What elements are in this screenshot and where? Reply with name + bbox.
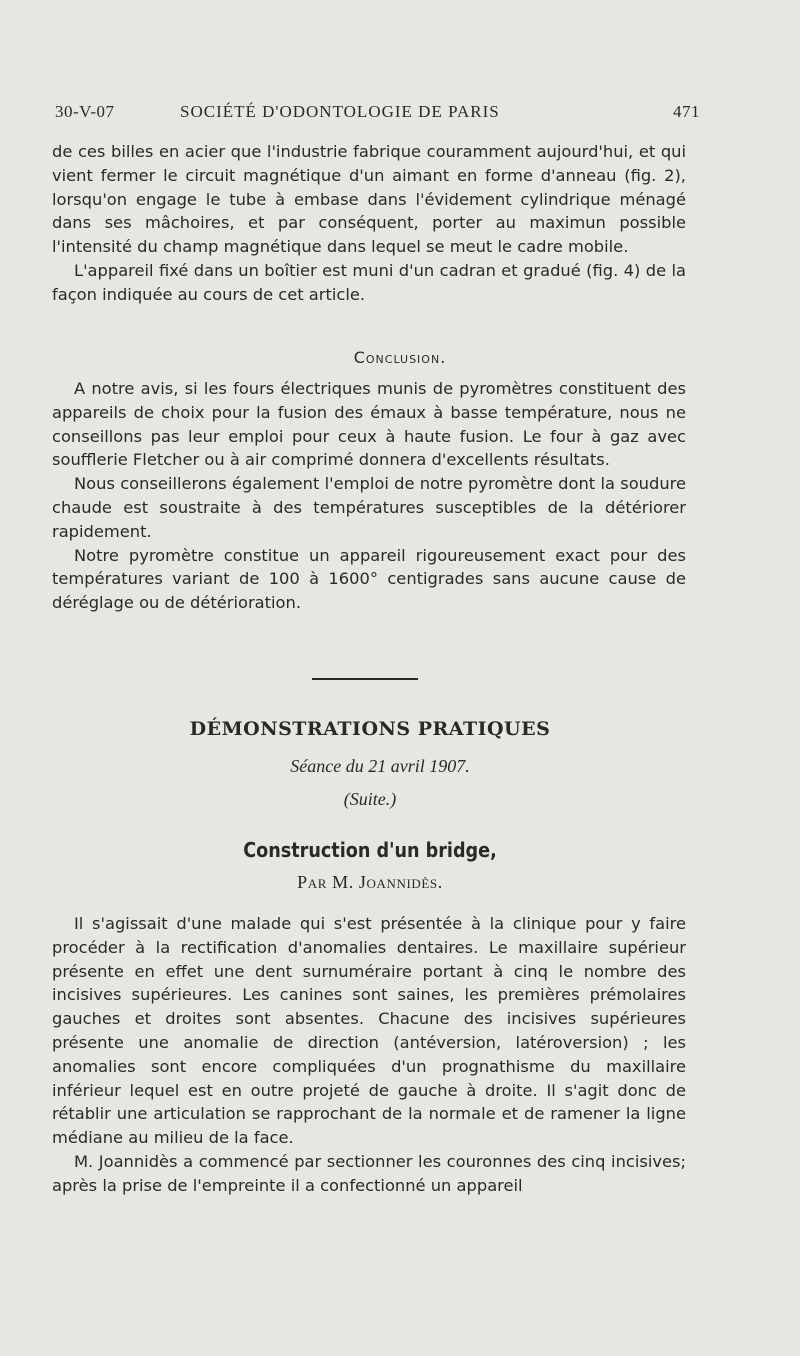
section-divider <box>312 678 418 680</box>
conclusion-heading: Conclusion. <box>353 348 447 367</box>
running-header <box>55 102 700 130</box>
body-paragraph: Notre pyromètre constitue un appareil rigoureusement exact pour des températures variant de 100 à 1600° centigrades sans aucune cause de déréglage ou de détérioration. <box>52 545 686 613</box>
article-text <box>52 912 686 1198</box>
body-paragraph: A notre avis, si les fours électriques munis de pyromètres constituent des appareils de choix pour la fusion des émaux à basse température, nous ne conseillons pas leur emploi pour ceux à haute fusion. Le four à gaz avec soufflerie Fletcher ou à air comprimé donnera d'excellents résultats. <box>52 379 686 470</box>
running-title: SOCIÉTÉ D'ODONTOLOGIE DE PARIS <box>180 102 500 121</box>
body-paragraph: Il s'agissait d'une malade qui s'est présentée à la clinique pour y faire procéder à la rectification d'anomalies dentaires. Le maxillaire supérieur présente en effet une dent surnuméraire portant à cinq le nombre des incisives supérieures. Les canines sont saines, les premières prémolaires gauches et droites sont absentes. Chacune des incisives supérieures présente une anomalie de direction (antéversion, latéroversion) ; les anomalies sont encore compliquées d'un prognathisme du maxillaire inférieur lequel est en outre projeté de gauche à droite. Il s'agit donc de rétablir une articulation se rapprochant de la normale et de ramener la ligne médiane au milieu de la face. <box>52 914 686 1148</box>
body-paragraph: L'appareil fixé dans un boîtier est muni d'un cadran et gradué (fig. 4) de la façon indiquée au cours de cet article. <box>52 260 686 304</box>
body-paragraph: M. Joannidès a commencé par sectionner les couronnes des cinq incisives; après la prise de l'empreinte il a confectionné un appareil <box>52 1151 686 1195</box>
section-title: DÉMONSTRATIONS PRATIQUES <box>189 718 551 740</box>
page-number: 471 <box>673 102 700 121</box>
conclusion-text <box>52 377 686 615</box>
header-date: 30-V-07 <box>55 102 115 121</box>
body-paragraph: Nous conseillerons également l'emploi de notre pyromètre dont la soudure chaude est soustraite à des températures susceptibles de la détériorer rapidement. <box>52 474 686 541</box>
article-byline: Par M. Joannidès. <box>297 872 443 892</box>
seance-date: Séance du 21 avril 1907. <box>290 756 470 776</box>
suite-label: (Suite.) <box>343 789 397 809</box>
intro-text <box>52 140 686 307</box>
body-paragraph: de ces billes en acier que l'industrie fabrique couramment aujourd'hui, et qui vient fermer le circuit magnétique d'un aimant en forme d'anneau (fig. 2), lorsqu'on engage le tube à embase dans l'évidement cylindrique ménagé dans ses mâchoires, et par conséquent, porter au maximun possible l'intensité du champ magnétique dans lequel se meut le cadre mobile. <box>52 142 686 257</box>
article-title: Construction d'un bridge, <box>243 838 497 862</box>
